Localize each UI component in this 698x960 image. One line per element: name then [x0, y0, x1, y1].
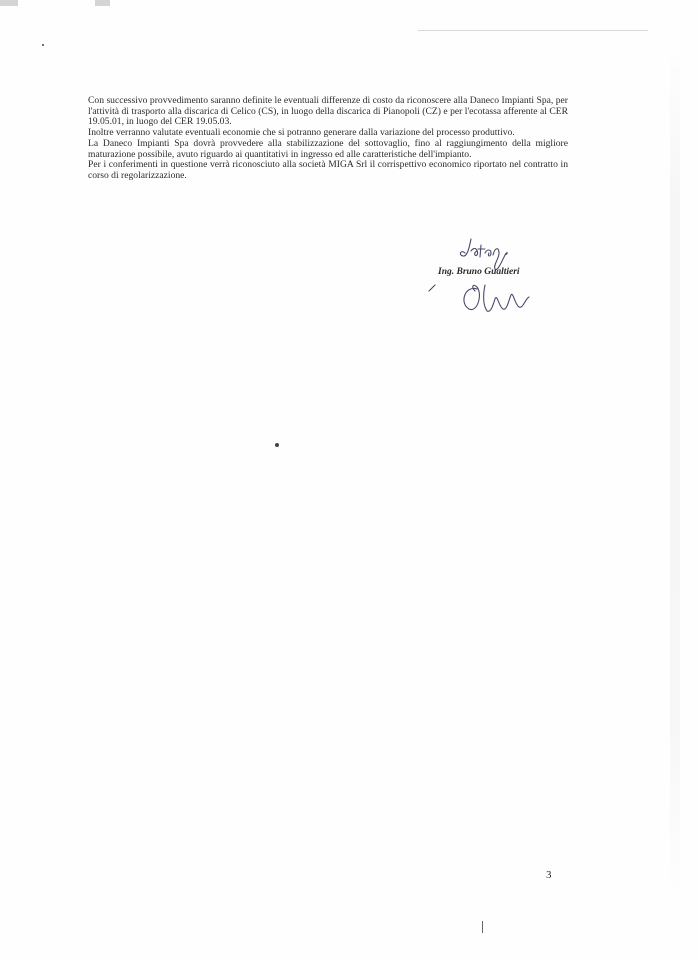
paragraph-stabilization: La Daneco Impianti Spa dovrà provvedere alla stabilizzazione del sottovaglio, fino al raggiungimento della migliore maturazione possibile, avuto riguardo ai quantitativi in ingresso ed alle caratteristiche dell'impianto. — [88, 137, 568, 160]
paragraph-economies: Inoltre verranno valutate eventuali economie che si potranno generare dalla variazione del processo produttivo. — [88, 127, 515, 139]
signature-block — [425, 225, 585, 325]
ink-speck — [42, 44, 44, 46]
scan-shadow — [670, 40, 680, 900]
signatory-name: Ing. Bruno Gualtieri — [438, 267, 520, 277]
page-number: 3 — [546, 869, 552, 881]
scan-tick-mark — [482, 921, 483, 933]
body-text — [88, 96, 568, 182]
paragraph-miga-fee: Per i conferimenti in questione verrà riconosciuto alla società MIGA Srl il corrispettivo economico riportato nel contratto in corso di regolarizzazione. — [88, 159, 568, 181]
faint-top-rule — [418, 30, 648, 31]
ink-speck — [275, 443, 279, 447]
scan-edge-marks — [0, 0, 120, 6]
paragraph-cost-differences: Con successivo provvedimento saranno definite le eventuali differenze di costo da riconoscere alla Daneco Impianti Spa, per l'attività di trasporto alla discarica di Celico (CS), in luogo della discarica di Pianopoli (CZ) e per l'ecotassa afferente al CER 19.05.01, in luogo del CER 19.05.03. — [88, 95, 568, 128]
